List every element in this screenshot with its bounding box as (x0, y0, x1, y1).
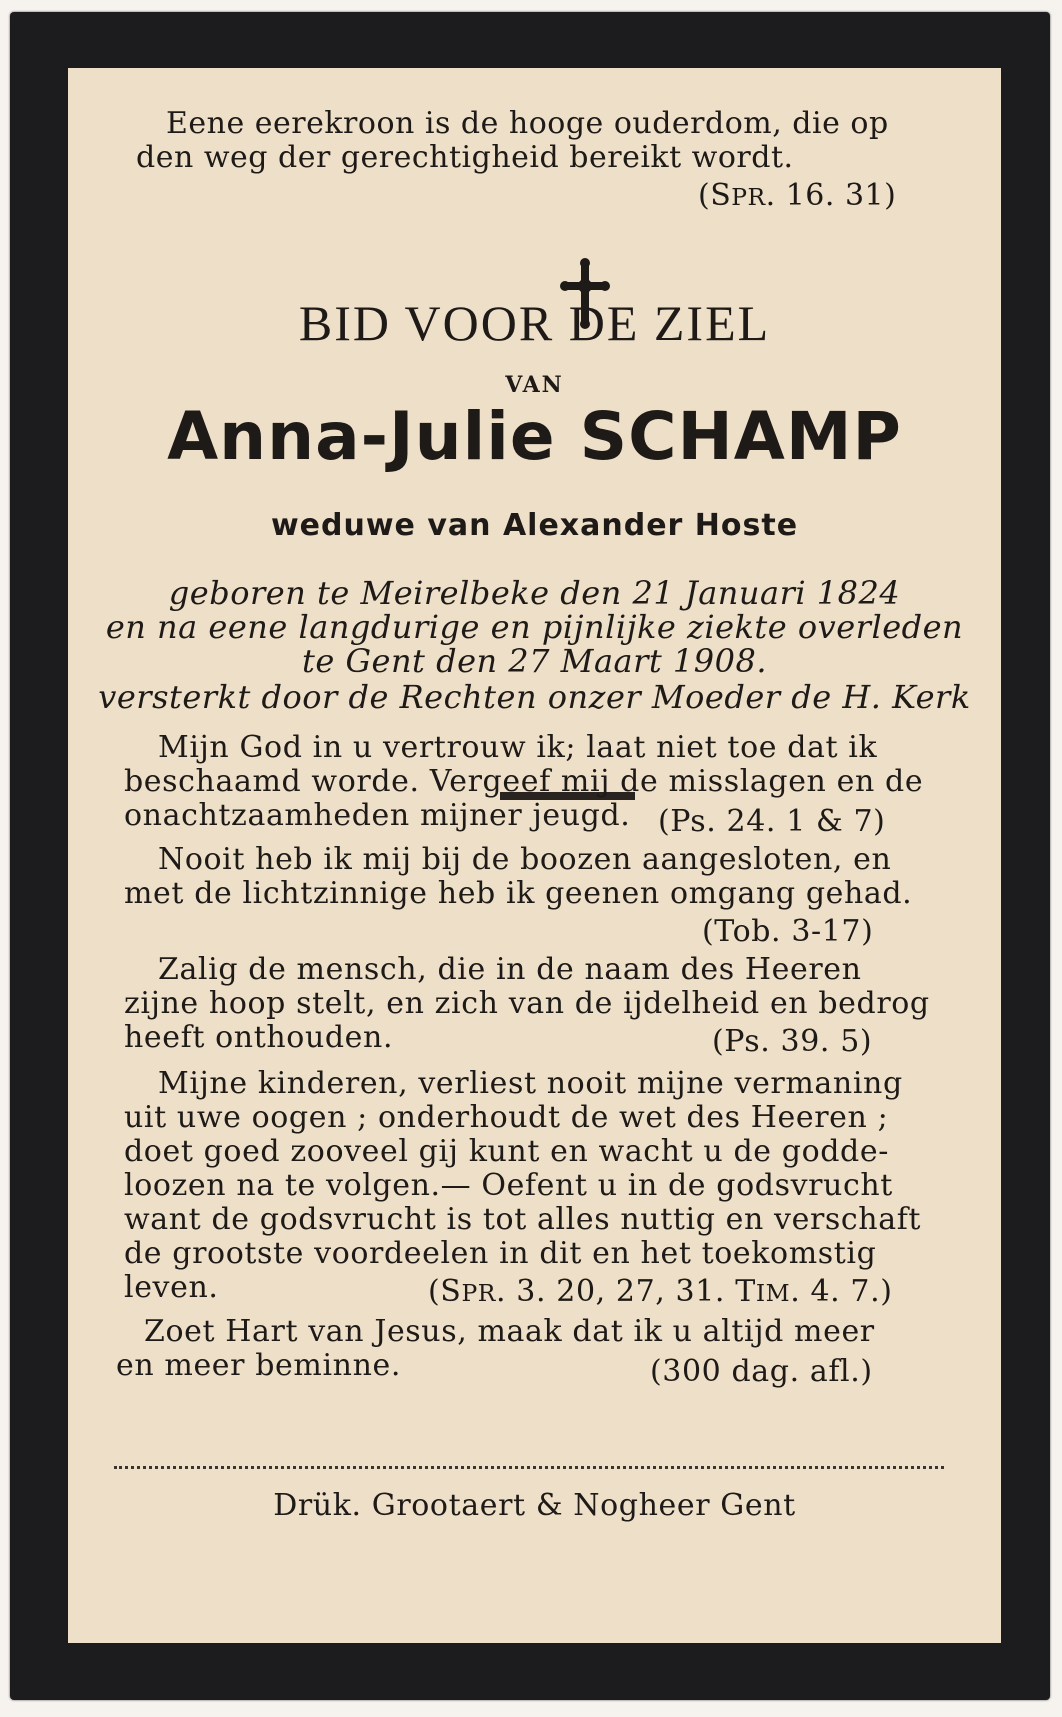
epigraph-ref-pre: (S (698, 178, 732, 213)
illness-line: en na eene langdurige en pijnlijke ziekte overleden (105, 608, 964, 646)
memorial-card-paper (68, 68, 1001, 1643)
prayer-4-line-4: loozen na te volgen.— Oefent u in de godsvrucht (124, 1168, 893, 1203)
prayer-4-line-7: leven. (124, 1270, 219, 1305)
prayer-1-reference: (Ps. 24. 1 & 7) (658, 804, 886, 839)
prayer-2-line-1: Nooit heb ik mij bij de boozen aangesloten, en (158, 842, 892, 877)
prayer-3-line-3: heeft onthouden. (124, 1020, 394, 1055)
van-label: VAN (505, 372, 564, 398)
epigraph-ref-sc: PR (731, 183, 766, 211)
prayer-1-line-3: onachtzaamheden mijner jeugd. (124, 798, 631, 833)
prayer-3-line-1: Zalig de mensch, die in de naam des Heeren (158, 952, 862, 987)
prayer-4-line-5: want de godsvrucht is tot alles nuttig en verschaft (124, 1202, 922, 1237)
printer-credit: Drük. Grootaert & Nogheer Gent (273, 1488, 796, 1523)
prayer-1-line-2: beschaamd worde. Vergeef mij de misslagen en de (124, 764, 924, 799)
prayer-5-line-2: en meer beminne. (116, 1348, 401, 1383)
prayer-4-ref-c: . 4. 7.) (790, 1274, 893, 1309)
prayer-1-line-1: Mijn God in u vertrouw ik; laat niet toe dat ik (158, 730, 878, 765)
epigraph-line-2: den weg der gerechtigheid bereikt wordt. (136, 140, 794, 175)
prayer-4-ref-sc1: PR (461, 1279, 497, 1307)
prayer-4-line-2: uit uwe oogen ; onderhoudt de wet des Heeren ; (124, 1100, 889, 1135)
prayer-4-ref-sc2: IM (755, 1279, 791, 1307)
death-line: te Gent den 27 Maart 1908. (301, 642, 768, 680)
prayer-2-reference: (Tob. 3-17) (702, 914, 874, 949)
title-bid-voor-de-ziel: BID VOOR DE ZIEL (298, 295, 771, 351)
prayer-3-reference: (Ps. 39. 5) (712, 1024, 873, 1059)
epigraph-reference (698, 178, 896, 213)
prayer-4-ref-b: . 3. 20, 27, 31. T (496, 1274, 756, 1309)
prayer-4-reference (428, 1274, 893, 1309)
widow-of-line: weduwe van Alexander Hoste (270, 508, 799, 543)
deceased-name: Anna-Julie SCHAMP (167, 398, 902, 475)
prayer-4-ref-a: (S (428, 1274, 462, 1309)
prayer-4-line-6: de grootste voordeelen in dit en het toekomstig (124, 1236, 877, 1271)
prayer-4-line-3: doet goed zooveel gij kunt en wacht u de godde- (124, 1134, 889, 1169)
prayer-2-line-2: met de lichtzinnige heb ik geenen omgang gehad. (124, 876, 913, 911)
birth-line: geboren te Meirelbeke den 21 Januari 1824 (168, 574, 901, 612)
dotted-divider (114, 1466, 944, 1469)
sacraments-line: versterkt door de Rechten onzer Moeder de H. Kerk (98, 678, 971, 716)
prayer-3-line-2: zijne hoop stelt, en zich van de ijdelheid en bedrog (124, 986, 930, 1021)
memorial-card-border (10, 12, 1050, 1700)
prayer-5-indulgence: (300 dag. afl.) (650, 1354, 873, 1389)
epigraph-ref-post: . 16. 31) (765, 178, 897, 213)
epigraph-line-1: Eene eerekroon is de hooge ouderdom, die op (166, 106, 889, 141)
prayer-5-line-1: Zoet Hart van Jesus, maak dat ik u altijd meer (144, 1314, 875, 1349)
prayer-4-line-1: Mijne kinderen, verliest nooit mijne vermaning (158, 1066, 903, 1101)
